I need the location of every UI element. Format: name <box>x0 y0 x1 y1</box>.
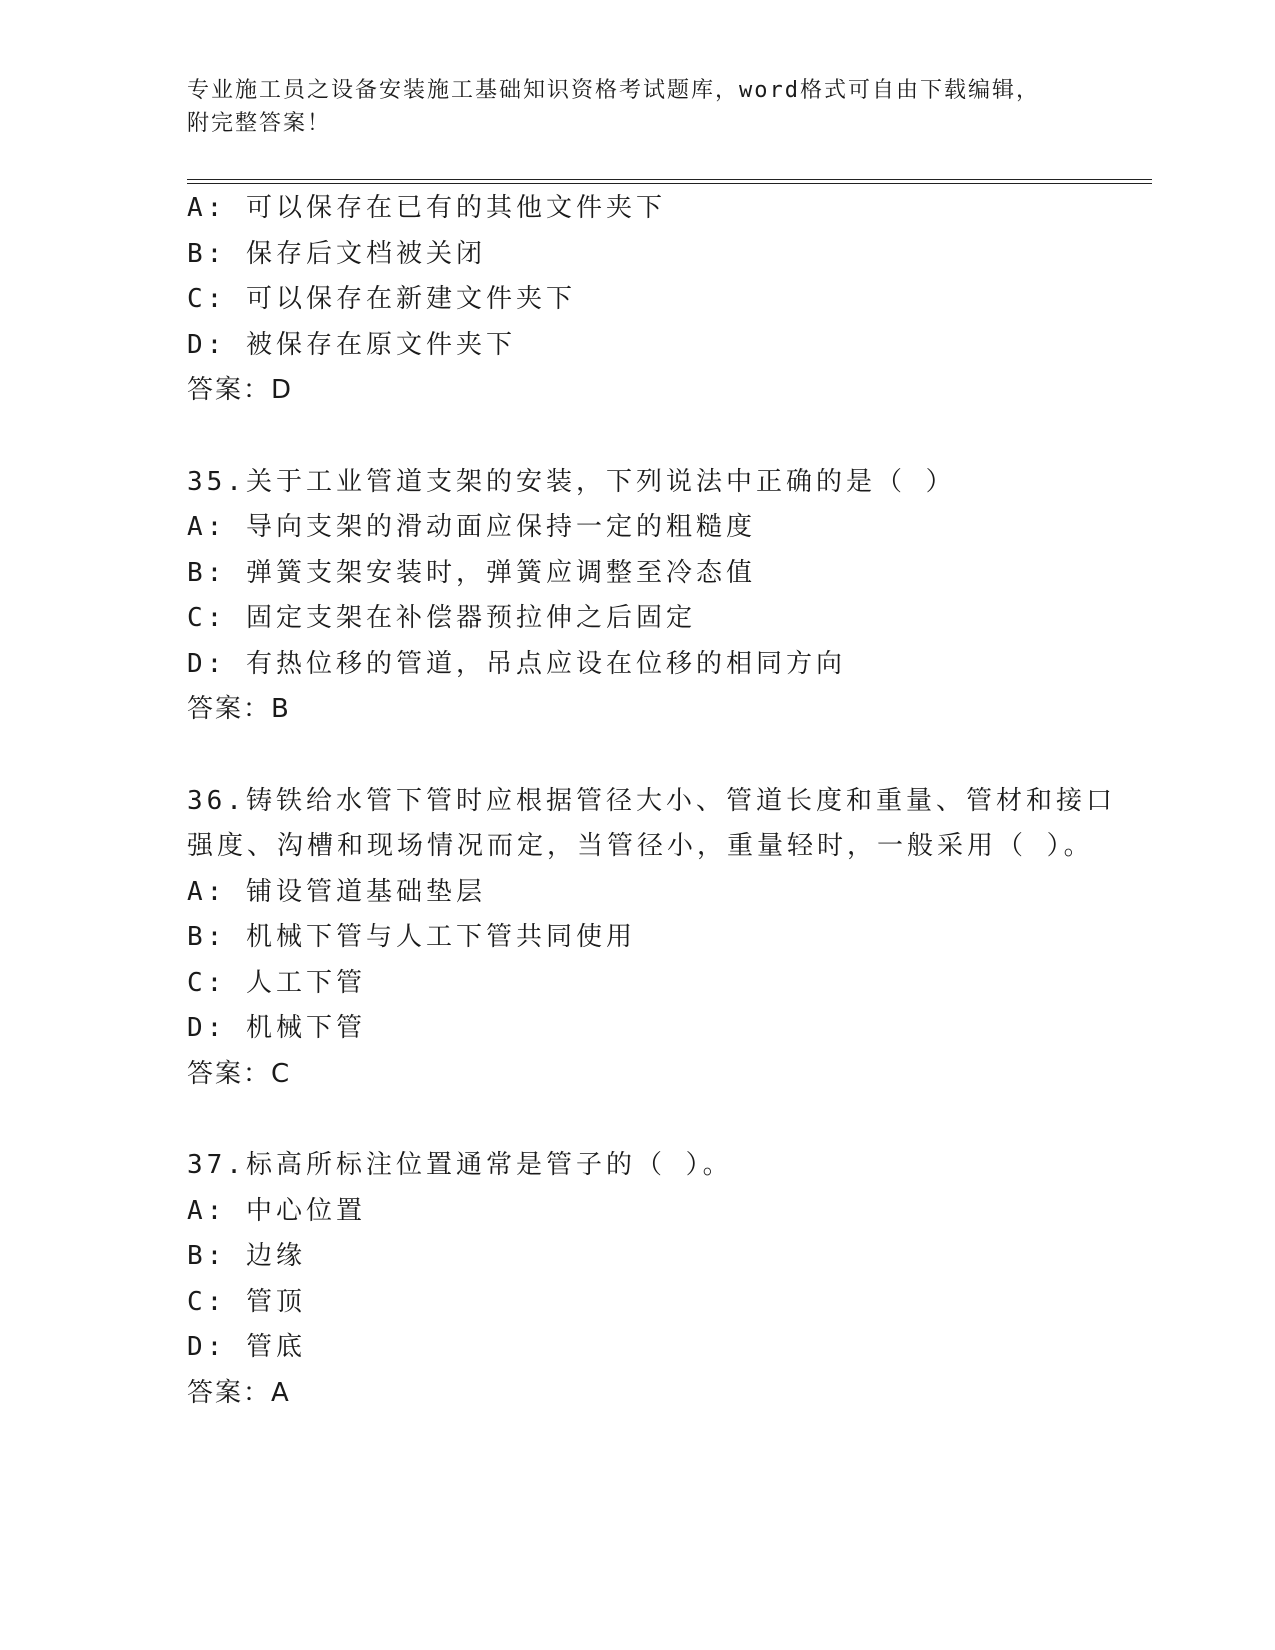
header-line-2: 附完整答案！ <box>187 111 332 136</box>
option-b: B: 弹簧支架安装时，弹簧应调整至冷态值 <box>187 557 756 588</box>
answer-line: 答案：B <box>187 694 291 724</box>
answer-line: 答案：D <box>187 375 294 405</box>
option-a: A: 导向支架的滑动面应保持一定的粗糙度 <box>187 512 756 542</box>
option-a: A: 中心位置 <box>187 1195 366 1226</box>
option-d: D: 被保存在原文件夹下 <box>187 329 516 360</box>
answer-line: 答案：A <box>187 1377 291 1408</box>
header-line-1: 专业施工员之设备安装施工基础知识资格考试题库，word格式可自由下载编辑， <box>187 78 1040 103</box>
question-stem: 37.标高所标注位置通常是管子的（ ）。 <box>187 1150 733 1180</box>
question-37 <box>187 1143 1147 1416</box>
answer-line: 答案：C <box>187 1058 292 1089</box>
option-c: C: 可以保存在新建文件夹下 <box>187 284 576 314</box>
question-34 <box>187 186 1147 414</box>
question-stem: 35.关于工业管道支架的安装，下列说法中正确的是（ ） <box>187 466 956 497</box>
document-header <box>187 74 1087 140</box>
option-b: B: 机械下管与人工下管共同使用 <box>187 922 636 952</box>
option-a: A: 可以保存在已有的其他文件夹下 <box>187 193 666 223</box>
header-divider-bottom <box>187 183 1152 184</box>
option-c: C: 固定支架在补偿器预拉伸之后固定 <box>187 603 696 633</box>
option-d: D: 机械下管 <box>187 1013 366 1043</box>
question-stem-line-2: 强度、沟槽和现场情况而定，当管径小，重量轻时，一般采用（ ）。 <box>187 831 1094 861</box>
option-d: D: 管底 <box>187 1332 306 1362</box>
question-list <box>187 186 1147 1416</box>
option-c: C: 管顶 <box>187 1286 306 1317</box>
question-35 <box>187 460 1147 733</box>
question-stem-line-1: 36.铸铁给水管下管时应根据管径大小、管道长度和重量、管材和接口 <box>187 785 1116 816</box>
option-c: C: 人工下管 <box>187 967 366 998</box>
option-a: A: 铺设管道基础垫层 <box>187 876 486 907</box>
header-divider-top <box>187 179 1152 180</box>
question-36 <box>187 779 1147 1098</box>
option-b: B: 边缘 <box>187 1241 306 1271</box>
option-d: D: 有热位移的管道，吊点应设在位移的相同方向 <box>187 648 846 679</box>
option-b: B: 保存后文档被关闭 <box>187 238 486 269</box>
